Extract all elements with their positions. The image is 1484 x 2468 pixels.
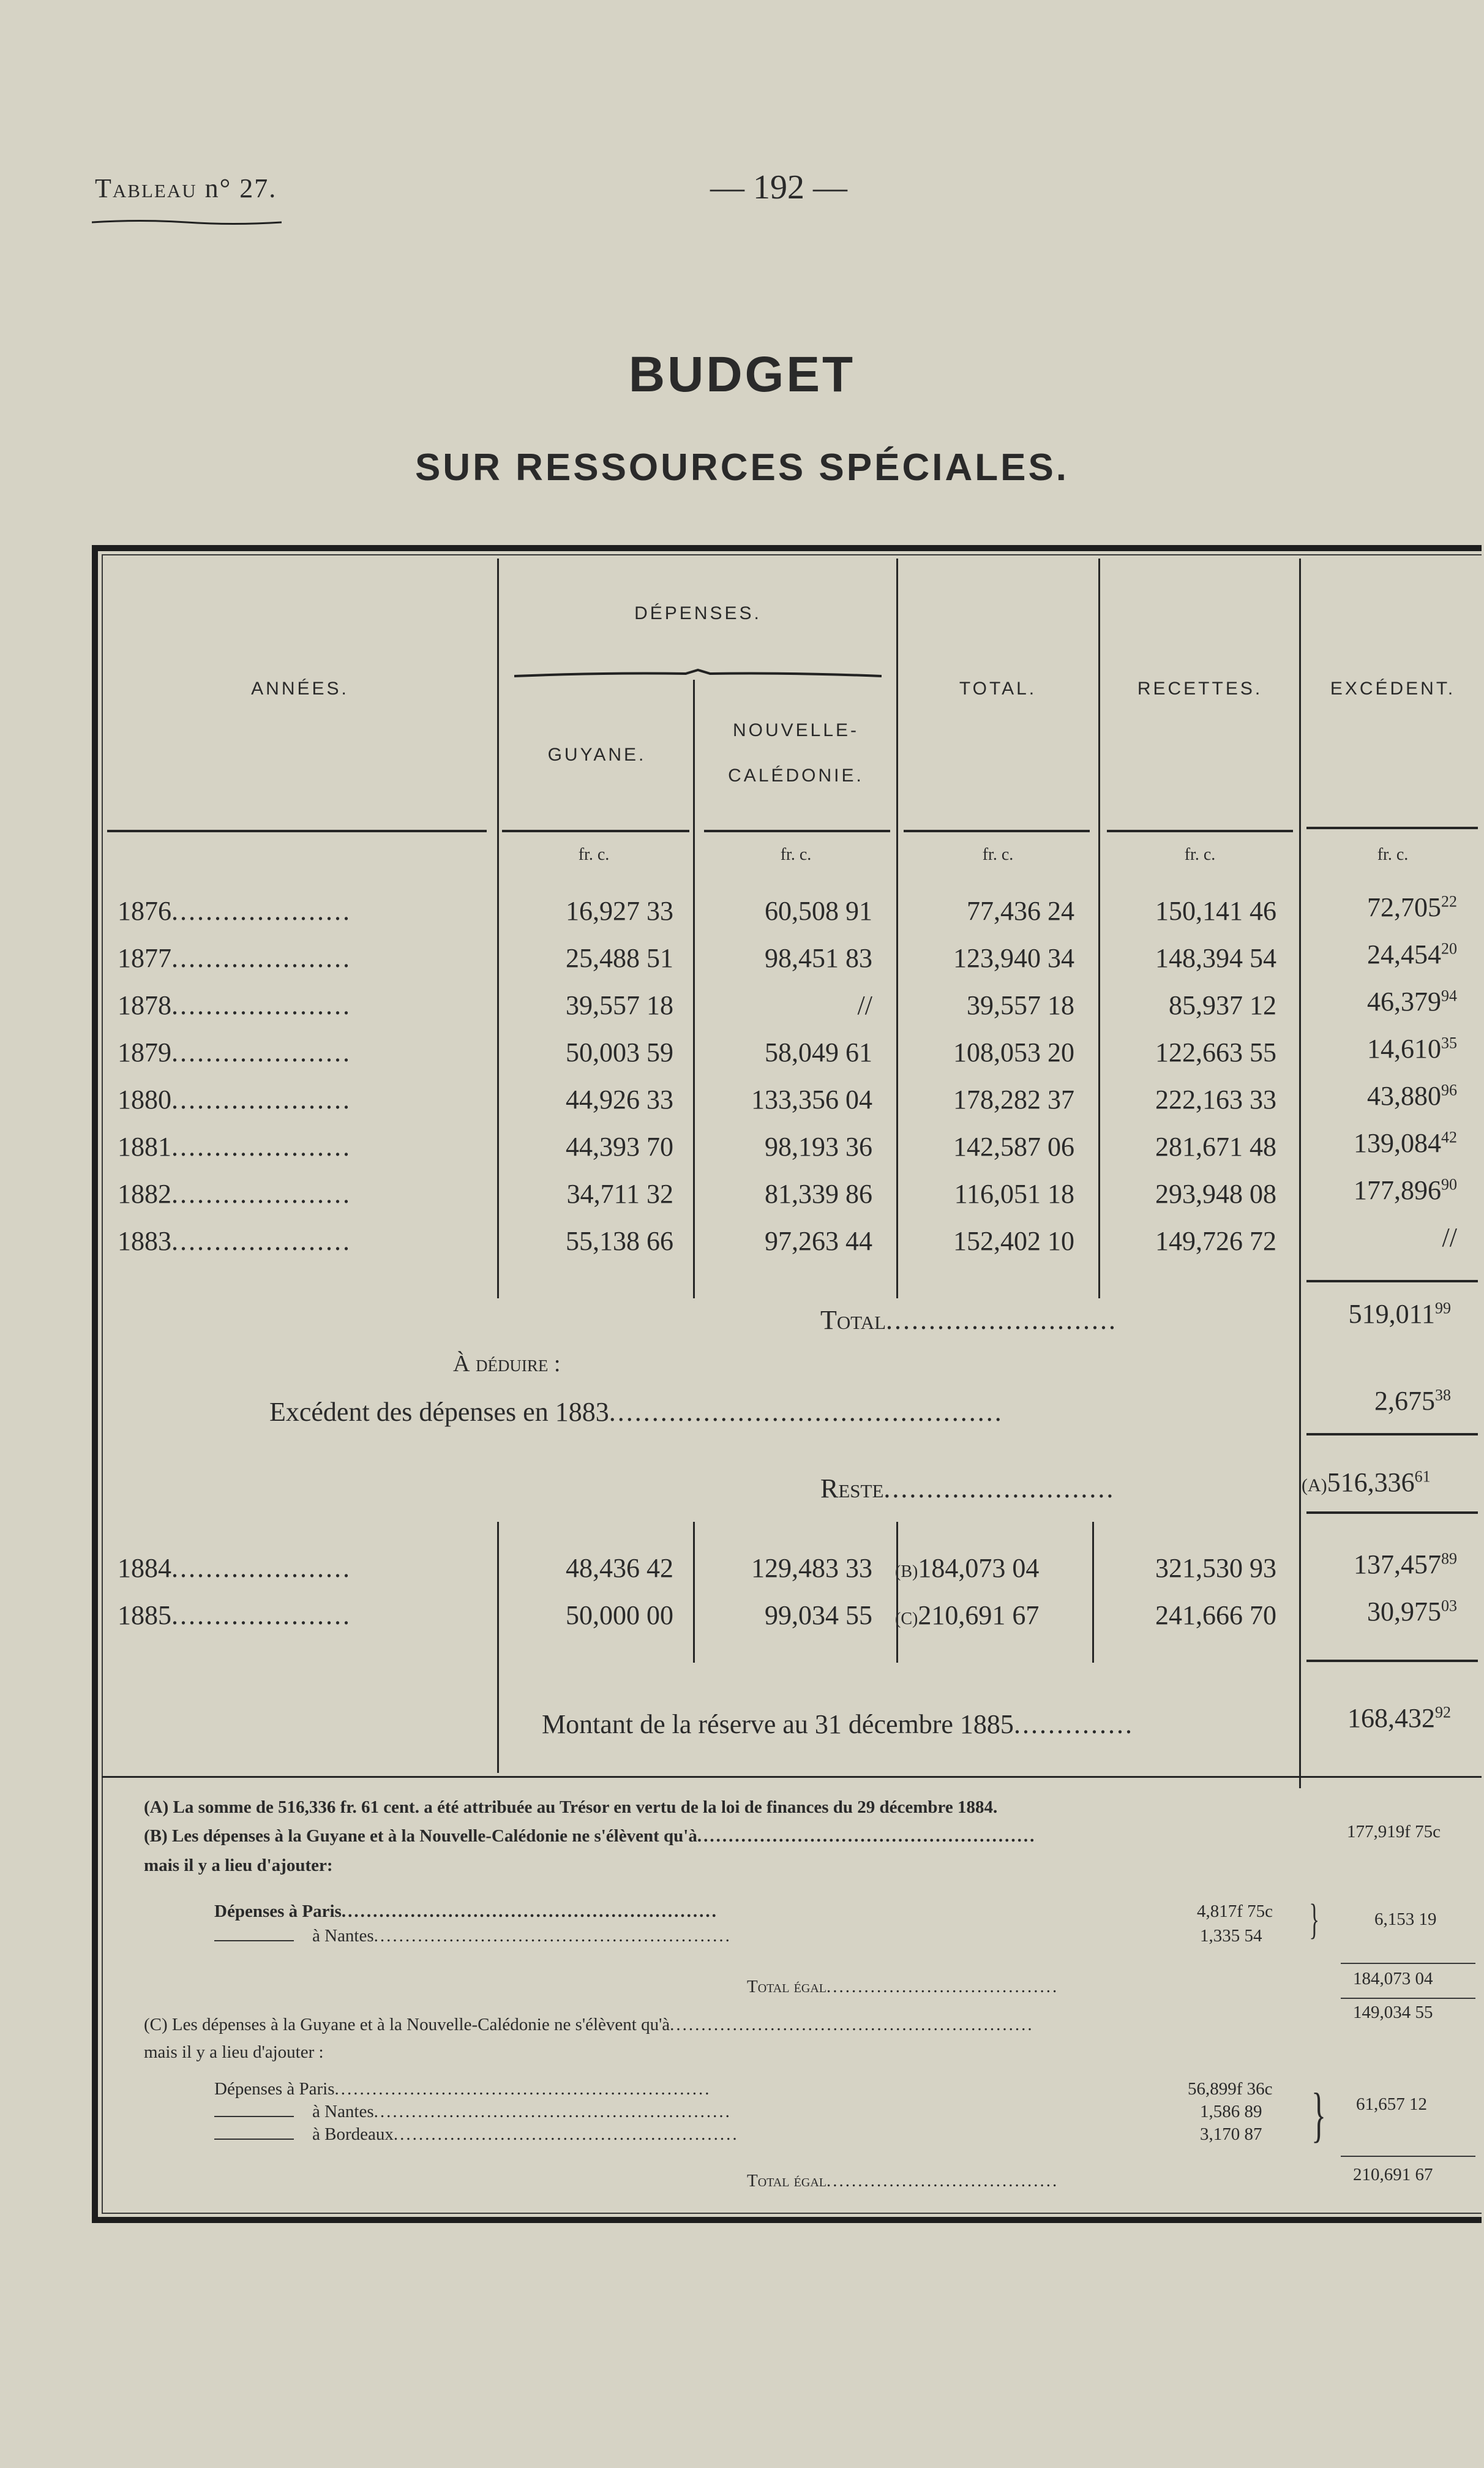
note-b-paris-label: Dépenses à Paris xyxy=(214,1902,342,1921)
rule-h xyxy=(1306,1433,1478,1435)
cell-nc: 58,049 61 xyxy=(765,1037,872,1067)
excedent-c: 89 xyxy=(1441,1549,1457,1568)
table-row-year: 1877..................... xyxy=(118,943,351,973)
note-b-total-label: Total égal xyxy=(747,1977,827,1996)
rule-v xyxy=(896,833,898,1298)
table-row-year: 1878..................... xyxy=(118,990,351,1020)
excedent-num: 72,705 xyxy=(1367,892,1441,922)
rule-h xyxy=(102,1776,1482,1778)
year-label: 1884 xyxy=(118,1553,171,1583)
note-b-paris: Dépenses à Paris............................................................ xyxy=(214,1902,718,1921)
cell-guyane: 50,003 59 xyxy=(566,1037,673,1067)
cell-guyane: 48,436 42 xyxy=(566,1553,673,1583)
cell-guyane: 39,557 18 xyxy=(566,990,673,1020)
note-b-sum: 6,153 19 xyxy=(1374,1909,1437,1929)
note-b-paris-value: 4,817f 75c xyxy=(1197,1902,1273,1921)
cell-guyane: 44,926 33 xyxy=(566,1085,673,1115)
note-b-value: 177,919f 75c xyxy=(1347,1822,1441,1842)
rule-h xyxy=(1306,1660,1478,1662)
cell-total: 123,940 34 xyxy=(953,943,1074,973)
excedent-num: 30,975 xyxy=(1367,1597,1441,1627)
header-nc-2: CALÉDONIE. xyxy=(728,766,864,786)
excedent-c: 03 xyxy=(1441,1597,1457,1615)
header-recettes: RECETTES. xyxy=(1137,679,1263,699)
table-row-year: 1885..................... xyxy=(118,1600,351,1630)
cell-recettes: 222,163 33 xyxy=(1155,1085,1276,1115)
rule-h xyxy=(107,830,487,832)
cell-recettes: 293,948 08 xyxy=(1155,1179,1276,1209)
rule-h xyxy=(1306,1280,1478,1282)
note-a: (A) La somme de 516,336 fr. 61 cent. a été attribuée au Trésor en vertu de la loi de finances du 29 décembre 1884. xyxy=(144,1797,998,1817)
rule-v xyxy=(693,833,695,1298)
total-value-c: 99 xyxy=(1435,1299,1451,1317)
rule-v xyxy=(693,1522,695,1663)
table-row-year: 1876..................... xyxy=(118,896,351,926)
montant-c: 92 xyxy=(1435,1703,1451,1721)
cell-excedent xyxy=(1304,1033,1457,1064)
rule-v xyxy=(1098,559,1100,833)
cell-total xyxy=(895,1552,1039,1584)
reste-value xyxy=(1302,1467,1431,1498)
rule-h xyxy=(704,830,890,832)
year-label: 1877 xyxy=(118,943,171,973)
rule-v xyxy=(1299,833,1301,1788)
rule-v xyxy=(497,559,499,833)
rule-h xyxy=(1306,827,1478,829)
table-row-year: 1883..................... xyxy=(118,1226,351,1256)
total-num: 184,073 04 xyxy=(918,1553,1040,1583)
a-deduire xyxy=(453,1350,560,1377)
total-value xyxy=(1304,1298,1451,1330)
unit-nc: fr. c. xyxy=(780,845,812,864)
rule-h xyxy=(1341,1998,1475,1999)
note-c-nantes: à Nantes......................................................... xyxy=(214,2102,732,2122)
rule-h xyxy=(1341,2156,1475,2157)
note-c-total: Total égal..................................... xyxy=(747,2171,1059,2191)
note-c-nantes-value: 1,586 89 xyxy=(1200,2102,1262,2121)
year-label: 1885 xyxy=(118,1600,171,1630)
header-annees: ANNÉES. xyxy=(251,679,349,699)
excedent-num: 46,379 xyxy=(1367,987,1441,1017)
header-depenses: DÉPENSES. xyxy=(634,603,762,623)
rule-v xyxy=(1092,1522,1094,1663)
excedent-depenses-value xyxy=(1304,1385,1451,1416)
cell-guyane: 25,488 51 xyxy=(566,943,673,973)
cell-excedent xyxy=(1304,1596,1457,1627)
cell-nc: 81,339 86 xyxy=(765,1179,872,1209)
flourish-ornament xyxy=(92,218,282,227)
year-label: 1876 xyxy=(118,896,171,926)
montant-text: Montant de la réserve au 31 décembre 1885 xyxy=(542,1709,1014,1739)
total-num: 210,691 67 xyxy=(918,1600,1040,1630)
table-row-year: 1880..................... xyxy=(118,1085,351,1115)
rule-h xyxy=(502,830,689,832)
cell-excedent xyxy=(1304,1127,1457,1159)
excedent-num: 177,896 xyxy=(1354,1175,1441,1205)
total-label: Total........................... xyxy=(820,1305,1118,1335)
rule-v xyxy=(1098,833,1100,1298)
note-c: (C) Les dépenses à la Guyane et à la Nouvelle-Calédonie ne s'élèvent qu'à.......................................................... xyxy=(144,2015,1034,2034)
note-c-bordeaux: à Bordeaux....................................................... xyxy=(214,2124,739,2145)
table-row-year: 1882..................... xyxy=(118,1179,351,1209)
note-c-sum: 61,657 12 xyxy=(1356,2094,1427,2114)
table-row-year: 1879..................... xyxy=(118,1037,351,1067)
cell-guyane: 50,000 00 xyxy=(566,1600,673,1630)
note-c-bordeaux-value: 3,170 87 xyxy=(1200,2124,1262,2144)
note-b-nantes: à Nantes......................................................... xyxy=(214,1926,732,1946)
note-b-nantes-value: 1,335 54 xyxy=(1200,1926,1262,1946)
excedent-c: 94 xyxy=(1441,987,1457,1005)
cell-excedent xyxy=(1304,1222,1457,1253)
table-row-year: 1884..................... xyxy=(118,1553,351,1583)
note-c-paris: Dépenses à Paris............................................................ xyxy=(214,2079,711,2099)
total-mark: (C) xyxy=(895,1609,918,1628)
excedent-c: 20 xyxy=(1441,939,1457,958)
reste-num: 516,336 xyxy=(1327,1467,1415,1497)
year-label: 1882 xyxy=(118,1179,171,1209)
table-no: n° 27. xyxy=(204,173,277,203)
cell-nc: 98,193 36 xyxy=(765,1132,872,1162)
excedent-depenses-text: Excédent des dépenses en 1883 xyxy=(269,1397,609,1427)
excedent-num: 43,880 xyxy=(1367,1081,1441,1111)
unit-guyane: fr. c. xyxy=(578,845,610,864)
year-label: 1880 xyxy=(118,1085,171,1115)
excedent-c: 35 xyxy=(1441,1034,1457,1052)
note-c-ajouter: mais il y a lieu d'ajouter : xyxy=(144,2042,324,2062)
rule-h xyxy=(1306,1511,1478,1514)
cell-recettes: 321,530 93 xyxy=(1155,1553,1276,1583)
excedent-depenses-c: 38 xyxy=(1435,1386,1451,1404)
montant-num: 168,432 xyxy=(1347,1703,1435,1733)
rule-v xyxy=(497,833,499,1298)
cell-total xyxy=(895,1600,1039,1631)
cell-guyane: 55,138 66 xyxy=(566,1226,673,1256)
cell-excedent xyxy=(1304,939,1457,970)
note-b-total-value: 184,073 04 xyxy=(1353,1969,1433,1988)
table-number xyxy=(95,173,277,204)
header-excedent: EXCÉDENT. xyxy=(1330,679,1456,699)
cell-guyane: 44,393 70 xyxy=(566,1132,673,1162)
cell-nc: 60,508 91 xyxy=(765,896,872,926)
rule-v xyxy=(896,1522,898,1663)
table-label: Tableau xyxy=(95,173,197,203)
montant-value xyxy=(1304,1702,1451,1734)
excedent-c: 90 xyxy=(1441,1175,1457,1194)
note-b-total: Total égal..................................... xyxy=(747,1977,1059,1996)
cell-recettes: 281,671 48 xyxy=(1155,1132,1276,1162)
table-frame-inner xyxy=(102,554,1482,2214)
rule-v xyxy=(693,680,695,833)
note-c-paris-label: Dépenses à Paris xyxy=(214,2079,335,2099)
year-label: 1879 xyxy=(118,1037,171,1067)
cell-excedent xyxy=(1304,986,1457,1017)
reste-c: 61 xyxy=(1414,1467,1431,1486)
cell-total: 142,587 06 xyxy=(953,1132,1074,1162)
note-c-nantes-label: à Nantes xyxy=(312,2102,374,2121)
cell-excedent xyxy=(1304,1175,1457,1206)
excedent-depenses-num: 2,675 xyxy=(1374,1386,1435,1416)
cell-recettes: 148,394 54 xyxy=(1155,943,1276,973)
note-c-paris-value: 56,899f 36c xyxy=(1188,2079,1273,2099)
total-label-text: Total xyxy=(820,1305,886,1335)
cell-nc: 97,263 44 xyxy=(765,1226,872,1256)
total-value-num: 519,011 xyxy=(1348,1299,1435,1329)
table-row-year: 1881..................... xyxy=(118,1132,351,1162)
a-deduire-text: À déduire : xyxy=(453,1351,561,1377)
cell-total: 39,557 18 xyxy=(967,990,1074,1020)
cell-recettes: 241,666 70 xyxy=(1155,1600,1276,1630)
cell-recettes: 150,141 46 xyxy=(1155,896,1276,926)
year-label: 1881 xyxy=(118,1132,171,1162)
cell-total: 77,436 24 xyxy=(967,896,1074,926)
page-subtitle: SUR RESSOURCES SPÉCIALES. xyxy=(414,446,1070,489)
cell-recettes: 149,726 72 xyxy=(1155,1226,1276,1256)
header-guyane: GUYANE. xyxy=(547,745,646,765)
cell-guyane: 16,927 33 xyxy=(566,896,673,926)
rule-h xyxy=(1107,830,1293,832)
cell-nc: 99,034 55 xyxy=(765,1600,872,1630)
year-label: 1883 xyxy=(118,1226,171,1256)
cell-excedent xyxy=(1304,1549,1457,1580)
excedent-c: 96 xyxy=(1441,1081,1457,1099)
reste-label-text: Reste xyxy=(820,1473,884,1503)
cell-total: 152,402 10 xyxy=(953,1226,1074,1256)
year-label: 1878 xyxy=(118,990,171,1020)
cell-recettes: 122,663 55 xyxy=(1155,1037,1276,1067)
cell-guyane: 34,711 32 xyxy=(566,1179,673,1209)
cell-nc: 129,483 33 xyxy=(751,1553,872,1583)
reste-mark: (A) xyxy=(1302,1475,1327,1495)
brace-b: } xyxy=(1309,1896,1320,1943)
note-c-total-value: 210,691 67 xyxy=(1353,2165,1433,2184)
note-b-ajouter: mais il y a lieu d'ajouter: xyxy=(144,1856,333,1875)
excedent-num: 14,610 xyxy=(1367,1034,1441,1064)
note-b-text: (B) Les dépenses à la Guyane et à la Nouvelle-Calédonie ne s'élèvent qu'à xyxy=(144,1826,697,1846)
montant-label: Montant de la réserve au 31 décembre 1885.............. xyxy=(542,1709,1134,1739)
total-mark: (B) xyxy=(895,1562,918,1581)
rule-v xyxy=(896,559,898,833)
cell-total: 108,053 20 xyxy=(953,1037,1074,1067)
cell-excedent xyxy=(1304,892,1457,923)
unit-recettes: fr. c. xyxy=(1184,845,1216,864)
cell-excedent xyxy=(1304,1080,1457,1112)
excedent-c: 22 xyxy=(1441,892,1457,911)
unit-total: fr. c. xyxy=(982,845,1014,864)
excedent-num: 139,084 xyxy=(1354,1128,1441,1158)
note-c-total-label: Total égal xyxy=(747,2171,827,2191)
unit-excedent: fr. c. xyxy=(1377,845,1409,864)
brace-depenses xyxy=(514,669,882,679)
excedent-num: 137,457 xyxy=(1354,1549,1441,1579)
rule-h xyxy=(904,830,1090,832)
brace-c: } xyxy=(1311,2080,1326,2148)
excedent-depenses-label: Excédent des dépenses en 1883.............................................. xyxy=(269,1397,1003,1427)
rule-v xyxy=(497,1522,499,1773)
note-b: (B) Les dépenses à la Guyane et à la Nouvelle-Calédonie ne s'élèvent qu'à...................................................... xyxy=(144,1826,1036,1846)
excedent-c: 42 xyxy=(1441,1128,1457,1146)
cell-total: 116,051 18 xyxy=(954,1179,1074,1209)
rule-v xyxy=(1299,559,1301,833)
cell-nc: 98,451 83 xyxy=(765,943,872,973)
cell-nc: // xyxy=(857,990,872,1020)
page-title: BUDGET xyxy=(628,347,856,402)
excedent-num: 24,454 xyxy=(1367,939,1441,969)
note-c-text: (C) Les dépenses à la Guyane et à la Nouvelle-Calédonie ne s'élèvent qu'à xyxy=(144,2015,670,2034)
rule-h xyxy=(1341,1963,1475,1964)
cell-total: 178,282 37 xyxy=(953,1085,1074,1115)
reste-label: Reste........................... xyxy=(820,1473,1115,1503)
header-total: TOTAL. xyxy=(959,679,1037,699)
cell-nc: 133,356 04 xyxy=(751,1085,872,1115)
note-c-value: 149,034 55 xyxy=(1353,2003,1433,2022)
note-b-nantes-label: à Nantes xyxy=(312,1926,374,1946)
note-c-bordeaux-label: à Bordeaux xyxy=(312,2124,394,2144)
page-number: — 192 — xyxy=(710,168,847,206)
cell-recettes: 85,937 12 xyxy=(1169,990,1276,1020)
excedent-num: // xyxy=(1442,1222,1457,1252)
header-nc-1: NOUVELLE- xyxy=(732,720,860,740)
